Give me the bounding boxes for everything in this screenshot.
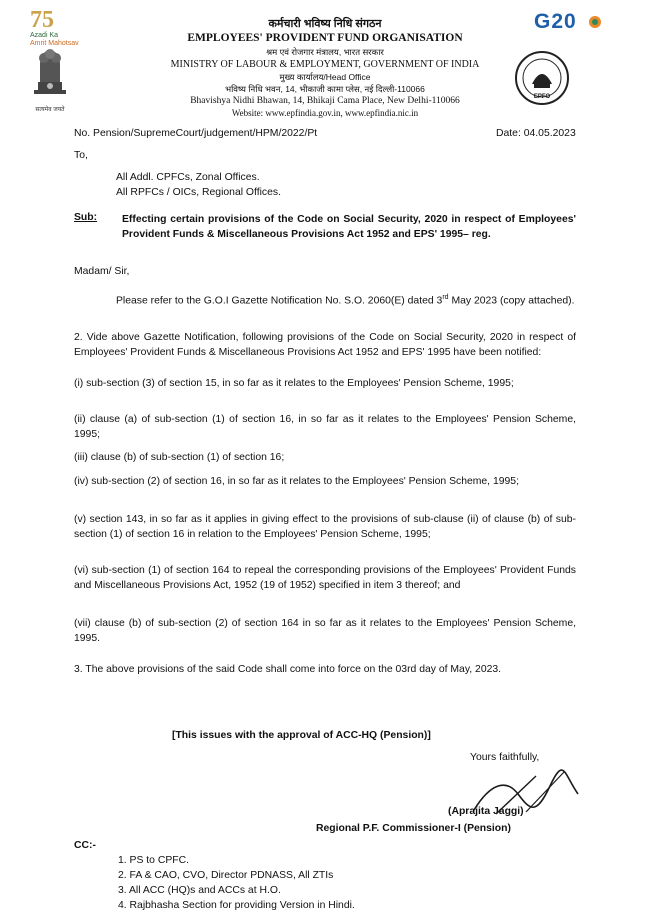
address-hindi: भविष्य निधि भवन, 14, भीकाजी कामा प्लेस, नई दिल्ली-110066: [225, 84, 425, 94]
provision-item: (iii) clause (b) of sub-section (1) of section 16;: [74, 452, 285, 463]
para1-text: Please refer to the G.O.I Gazette Notification No. S.O. 2060(E) dated 3: [116, 295, 443, 307]
provision-item: (vi) sub-section (1) of section 164 to repeal the corresponding provisions of the Employees' Provident Funds and Miscellaneous Provisions Act, 1952 (19 of 1952) specified in item 3 thereof; and: [74, 565, 576, 591]
para1-text-cont: May 2023 (copy attached).: [448, 295, 575, 307]
signatory-name: (Aprajita Jaggi): [448, 806, 524, 817]
cc-item: 2. FA & CAO, CVO, Director PDNASS, All ZTIs: [118, 870, 334, 881]
para1-sup: rd: [442, 294, 449, 301]
provision-item: (vii) clause (b) of sub-section (2) of section 164 in so far as it relates to the Employees' Pension Scheme, 1995.: [74, 618, 576, 644]
subject-text: Effecting certain provisions of the Code on Social Security, 2020 in respect of Employees' Provident Funds & Miscellaneous Provisions Act 1952 and EPS' 1995– reg.: [122, 214, 576, 240]
epfo-logo-text: EPFO: [533, 94, 551, 100]
recipients: [116, 170, 281, 200]
azadi-logo-line1: Azadi Ka: [30, 32, 59, 39]
head-office: मुख्य कार्यालय/Head Office: [279, 72, 371, 82]
signatory-title: Regional P.F. Commissioner-I (Pension): [316, 823, 511, 834]
recipient-line: All Addl. CPFCs, Zonal Offices.: [116, 172, 260, 183]
org-name-hindi: कर्मचारी भविष्य निधि संगठन: [268, 18, 382, 30]
closing: Yours faithfully,: [470, 752, 540, 763]
to-line: To,: [74, 150, 88, 161]
subject-label: Sub:: [74, 212, 98, 223]
reference-number: No. Pension/SupremeCourt/judgement/HPM/2022/Pt: [74, 128, 318, 139]
ministry-name: MINISTRY OF LABOUR & EMPLOYMENT, GOVERNMENT OF INDIA: [170, 59, 480, 70]
g20-logo-text: G20: [534, 10, 577, 33]
ministry-hindi: श्रम एवं रोजगार मंत्रालय, भारत सरकार: [266, 47, 384, 57]
paragraph-1: [74, 290, 576, 308]
paragraph-2: 2. Vide above Gazette Notification, following provisions of the Code on Social Security, 2020 in respect of Employees' Provident Funds & Miscellaneous Provisions Act 1952 and EPS' 1995 have been notified:: [74, 332, 576, 358]
azadi-logo-number: 75: [30, 7, 54, 33]
provision-item: (iv) sub-section (2) of section 16, in so far as it relates to the Employees' Pension Scheme, 1995;: [74, 476, 519, 487]
approval-note: [This issues with the approval of ACC-HQ (Pension)]: [172, 730, 431, 741]
website: Website: www.epfindia.gov.in, www.epfindia.nic.in: [231, 108, 419, 118]
cc-list: [118, 853, 355, 913]
cc-item: 4. Rajbhasha Section for providing Version in Hindi.: [118, 900, 355, 911]
recipient-line: All RPFCs / OICs, Regional Offices.: [116, 187, 281, 198]
cc-item: 3. All ACC (HQ)s and ACCs at H.O.: [118, 885, 281, 896]
provision-item: (v) section 143, in so far as it applies in giving effect to the provisions of sub-clause (ii) of clause (b) of sub-section (1) of section 16 in relation to the Employees' Pension Scheme, 1995;: [74, 514, 576, 540]
emblem-motto: सत्यमेव जयते: [35, 107, 65, 113]
letter-date: Date: 04.05.2023: [496, 128, 576, 139]
salutation: Madam/ Sir,: [74, 266, 130, 277]
cc-label: CC:-: [74, 840, 96, 851]
provision-item: (ii) clause (a) of sub-section (1) of section 16, in so far as it relates to the Employees' Pension Scheme, 1995;: [74, 414, 576, 440]
cc-item: 1. PS to CPFC.: [118, 855, 190, 866]
org-name: EMPLOYEES' PROVIDENT FUND ORGANISATION: [187, 32, 463, 44]
paragraph-3: 3. The above provisions of the said Code shall come into force on the 03rd day of May, 2023.: [74, 664, 502, 675]
provision-item: (i) sub-section (3) of section 15, in so far as it relates to the Employees' Pension Scheme, 1995;: [74, 378, 514, 389]
address: Bhavishya Nidhi Bhawan, 14, Bhikaji Cama Place, New Delhi-110066: [190, 96, 460, 106]
azadi-logo-line2: Amrit Mahotsav: [30, 40, 79, 47]
